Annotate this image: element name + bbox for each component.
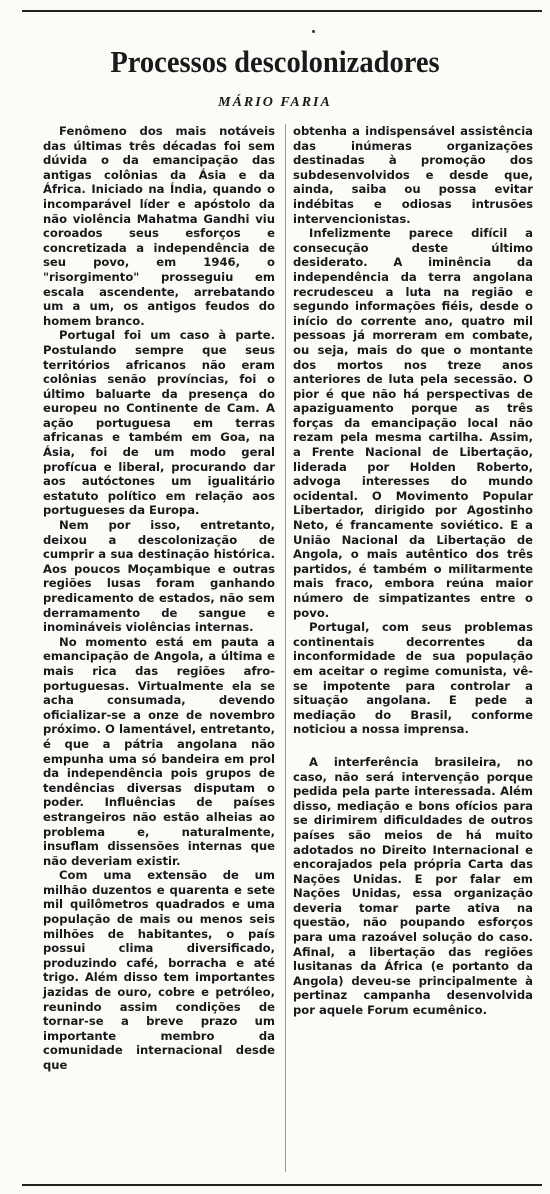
paragraph: Portugal foi um caso à parte. Postulando sempre que seus territórios africanos não eram colônias senão províncias, foi o último baluarte da presença do europeu no Continente de Cam. A ação portuguesa em terras africanas e também em Goa, na Ásia, foi de um modo geral profícua e liberal, procurando dar aos autóctones um igualitário estatuto político em relação aos portugueses da Europa. (43, 328, 275, 518)
paragraph: No momento está em pauta a emancipação de Angola, a última e mais rica das regiões afro-portuguesas. Virtualmente ela se acha consumada, devendo oficializar-se a onze de novembro próximo. O lamentável, entretanto, é que a pátria angolana não empunha uma só bandeira em prol da independência pois grupos de tendências diversas disputam o poder. Influências de países estrangeiros não estão alheias ao problema e, naturalmente, insuflam dissensões internas que não deveriam existir. (43, 634, 275, 868)
article-byline: MÁRIO FARIA (218, 95, 332, 110)
top-rule (22, 10, 542, 12)
bottom-rule (22, 1184, 542, 1186)
article-title: Processos descolonizadores (110, 44, 440, 79)
column-divider (285, 124, 286, 1172)
paragraph: Infelizmente parece difícil a consecução deste último desiderato. A iminência da independência da terra angolana recrudesceu a luta na região e segundo informações fiéis, desde o início do corrente ano, quatro mil pessoas já morreram em combate, ou seja, mais do que o montante dos mortos nos treze anos anteriores de luta pela secessão. O pior é que não há perspectivas de apaziguamento porque as três forças da emancipação local não rezam pela mesma cartilha. Assim, a Frente Nacional de Libertação, liderada por Holden Roberto, advoga interesses do mundo ocidental. O Movimento Popular Libertador, dirigido por Agostinho Neto, é francamente soviético. E a União Nacional da Libertação de Angola, o mais autêntico dos três partidos, é também o militarmente mais fraco, embora reúna maior número de simpatizantes entre o povo. (293, 226, 533, 620)
paragraph: Com uma extensão de um milhão duzentos e quarenta e sete mil quilômetros quadrados e uma população de mais ou menos seis milhões de habitantes, o país possui clima diversificado, produzindo café, borracha e até trigo. Além disso tem importantes jazidas de ouro, cobre e petróleo, reunindo assim condições de tornar-se a breve prazo um importante membro da comunidade internacional desde que (43, 868, 275, 1072)
paragraph: obtenha a indispensável assistência das inúmeras organizações destinadas à promoção dos subdesenvolvidos e desde que, ainda, saiba ou possa evitar indébitas e odiosas intrusões intervencionistas. (293, 124, 533, 226)
right-column (293, 124, 533, 1018)
paragraph: Portugal, com seus problemas continentais decorrentes da inconformidade de sua população em aceitar o regime comunista, vê-se impotente para controlar a situação angolana. E pede a mediação do Brasil, conforme noticiou a nossa imprensa. (293, 620, 533, 737)
left-column (43, 124, 275, 1073)
print-speck (312, 30, 315, 33)
paragraph: Fenômeno dos mais notáveis das últimas três décadas foi sem dúvida o da emancipação das antigas colônias da Ásia e da África. Iniciado na Índia, quando o incomparável líder e apóstolo da não violência Mahatma Gandhi viu coroados seus esforços e concretizada a independência de seu povo, em 1946, o "risorgimento" prosseguiu em escala ascendente, arrebatando um a um, os antigos feudos do homem branco. (43, 124, 275, 328)
paragraph: Nem por isso, entretanto, deixou a descolonização de cumprir a sua destinação histórica. Aos poucos Moçambique e outras regiões lusas foram ganhando predicamento de estados, não sem derramamento de sangue e inomináveis violências internas. (43, 518, 275, 635)
paragraph: A interferência brasileira, no caso, não será intervenção porque pedida pela parte interessada. Além disso, mediação e bons ofícios para se dirimirem dificuldades de outros países são meios de há muito adotados no Direito Internacional e encorajados pela própria Carta das Nações Unidas. E por falar em Nações Unidas, essa organização deveria tomar parte ativa na questão, não poupando esforços para uma razoável solução do caso. Afinal, a libertação das regiões lusitanas da África (e portanto da Angola) deveu-se principalmente à pertinaz campanha desenvolvida por aquele Forum ecumênico. (293, 754, 533, 1018)
